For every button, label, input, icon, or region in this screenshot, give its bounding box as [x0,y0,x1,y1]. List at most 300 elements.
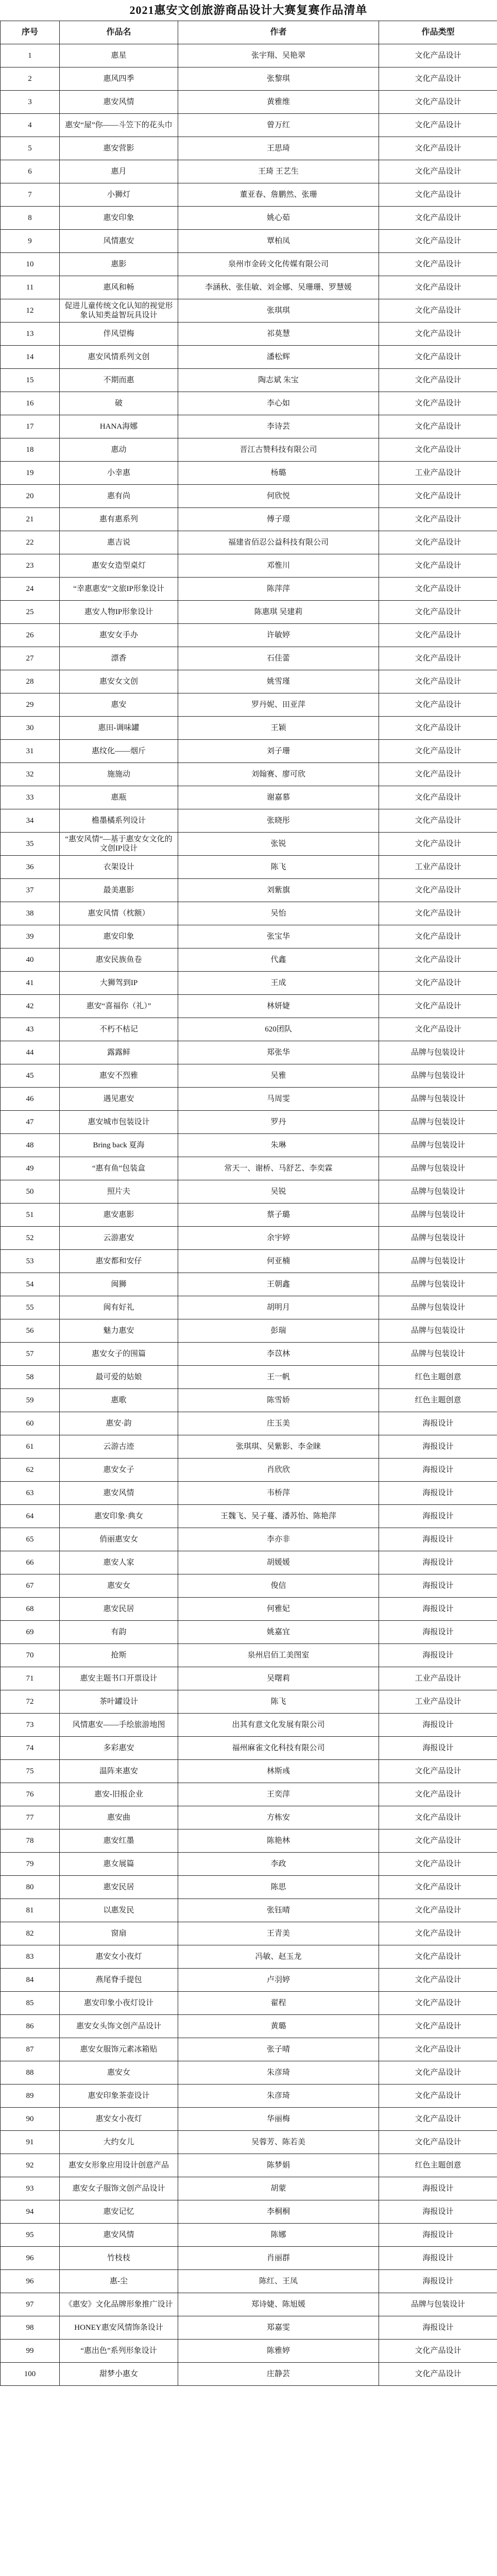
table-row [1,2177,497,2200]
cell-category: 文化产品设计 [379,485,497,508]
cell-category: 文化产品设计 [379,1992,497,2015]
table-row [1,531,497,554]
cell-author: 王朝鑫 [178,1273,379,1296]
cell-category: 品牌与包装设计 [379,1157,497,1180]
cell-category: 工业产品设计 [379,462,497,485]
cell-name: 燕尾脊手提包 [60,1969,178,1992]
cell-no: 32 [1,763,60,786]
cell-no: 61 [1,1435,60,1459]
table-row [1,1969,497,1992]
cell-author: 何亚楠 [178,1250,379,1273]
table-row [1,462,497,485]
cell-category: 文化产品设计 [379,438,497,462]
cell-no: 18 [1,438,60,462]
cell-category: 文化产品设计 [379,925,497,948]
cell-name: 惠安女 [60,1574,178,1598]
table-row [1,1528,497,1551]
cell-name: 不朽不枯记 [60,1018,178,1041]
cell-category: 文化产品设计 [379,693,497,717]
header-name: 作品名 [60,21,178,44]
cell-no: 77 [1,1806,60,1829]
cell-no: 4 [1,114,60,137]
cell-name: 惠安女服饰元素冰箱贴 [60,2038,178,2061]
cell-author: 李亦非 [178,1528,379,1551]
cell-name: 漂香 [60,647,178,670]
cell-author: 吴锐 [178,1180,379,1204]
cell-author: 620团队 [178,1018,379,1041]
cell-name: 惠安惠影 [60,1204,178,1227]
cell-category: 文化产品设计 [379,183,497,207]
cell-name: 惠风四季 [60,67,178,91]
cell-name: 破 [60,392,178,415]
table-row [1,2270,497,2293]
cell-author: 刘紫旗 [178,879,379,902]
table-row [1,2200,497,2224]
cell-author: 王一帆 [178,1366,379,1389]
cell-category: 文化产品设计 [379,1760,497,1783]
table-row [1,1389,497,1412]
cell-author: 晋江古赞科技有限公司 [178,438,379,462]
table-row [1,1482,497,1505]
table-row [1,1366,497,1389]
cell-no: 72 [1,1690,60,1714]
cell-author: 张宝华 [178,925,379,948]
table-row [1,1134,497,1157]
cell-author: 胡蒙 [178,2177,379,2200]
cell-author: 黄璐 [178,2015,379,2038]
cell-author: 林妍婕 [178,995,379,1018]
cell-category: 品牌与包装设计 [379,1250,497,1273]
cell-no: 14 [1,346,60,369]
cell-author: 陈思 [178,1876,379,1899]
cell-name: “惠出色”系列形象设计 [60,2340,178,2363]
cell-name: 惠-尘 [60,2270,178,2293]
cell-no: 15 [1,369,60,392]
header-row [1,21,497,44]
cell-name: 风情惠安——手绘旅游地图 [60,1714,178,1737]
cell-name: 不期而惠 [60,369,178,392]
cell-name: 衣架设计 [60,856,178,879]
table-row [1,1876,497,1899]
cell-name: 闽有好礼 [60,1296,178,1319]
cell-category: 文化产品设计 [379,91,497,114]
cell-category: 品牌与包装设计 [379,1296,497,1319]
cell-author: 王颖 [178,717,379,740]
table-row [1,1435,497,1459]
cell-category: 海报设计 [379,1621,497,1644]
cell-author: 罗丹妮、田亚萍 [178,693,379,717]
cell-author: 李涵秋、张佳敏、刘金娜、吴珊珊、罗慧媛 [178,276,379,299]
cell-no: 64 [1,1505,60,1528]
table-row [1,1296,497,1319]
cell-no: 51 [1,1204,60,1227]
cell-author: 曾万红 [178,114,379,137]
cell-name: 惠安女 [60,2061,178,2084]
table-row [1,2247,497,2270]
cell-category: 海报设计 [379,1505,497,1528]
cell-category: 文化产品设计 [379,879,497,902]
table-row [1,578,497,601]
cell-no: 59 [1,1389,60,1412]
table-row [1,1018,497,1041]
cell-name: 惠吉说 [60,531,178,554]
cell-name: 云游古迹 [60,1435,178,1459]
cell-no: 43 [1,1018,60,1041]
cell-author: 林斯彧 [178,1760,379,1783]
cell-name: 惠安城市包装设计 [60,1111,178,1134]
cell-no: 82 [1,1922,60,1945]
cell-author: 陈艳林 [178,1829,379,1853]
cell-author: 王青美 [178,1922,379,1945]
cell-category: 品牌与包装设计 [379,1227,497,1250]
cell-author: 出其有意文化发展有限公司 [178,1714,379,1737]
cell-category: 红色主题创意 [379,1389,497,1412]
cell-name: 惠安女子的围篇 [60,1343,178,1366]
cell-no: 3 [1,91,60,114]
table-row [1,1041,497,1064]
cell-author: 陈雪娇 [178,1389,379,1412]
cell-author: 李政 [178,1853,379,1876]
cell-no: 95 [1,2224,60,2247]
cell-author: 张钰晴 [178,1899,379,1922]
table-row [1,369,497,392]
cell-category: 文化产品设计 [379,323,497,346]
cell-author: 陈娜 [178,2224,379,2247]
cell-category: 文化产品设计 [379,299,497,323]
table-row [1,1088,497,1111]
cell-author: 吴雅 [178,1064,379,1088]
cell-no: 47 [1,1111,60,1134]
cell-author: 黄雅维 [178,91,379,114]
cell-category: 文化产品设计 [379,114,497,137]
table-row [1,1945,497,1969]
table-header [1,21,497,44]
table-row [1,2154,497,2177]
cell-name: 惠安记忆 [60,2200,178,2224]
cell-author: 马周雯 [178,1088,379,1111]
cell-category: 品牌与包装设计 [379,1319,497,1343]
cell-author: 许敏婷 [178,624,379,647]
table-row [1,2038,497,2061]
cell-name: 伴风望梅 [60,323,178,346]
cell-no: 98 [1,2316,60,2340]
table-row [1,1853,497,1876]
cell-category: 文化产品设计 [379,2038,497,2061]
cell-name: 最美惠影 [60,879,178,902]
cell-no: 83 [1,1945,60,1969]
table-row [1,2293,497,2316]
cell-author: 郑诗婕、陈旭媛 [178,2293,379,2316]
table-row [1,2340,497,2363]
table-row [1,44,497,67]
cell-name: 惠安 [60,693,178,717]
cell-author: 祁莫慧 [178,323,379,346]
cell-name: 惠风和畅 [60,276,178,299]
cell-category: 海报设计 [379,1528,497,1551]
cell-name: 惠安营影 [60,137,178,160]
cell-category: 文化产品设计 [379,2084,497,2108]
cell-name: 惠安人家 [60,1551,178,1574]
cell-name: 抢斯 [60,1644,178,1667]
cell-category: 海报设计 [379,1714,497,1737]
cell-category: 文化产品设计 [379,809,497,833]
cell-category: 品牌与包装设计 [379,1041,497,1064]
cell-no: 74 [1,1737,60,1760]
table-row [1,485,497,508]
table-row [1,647,497,670]
cell-name: Bring back 夏海 [60,1134,178,1157]
cell-name: 惠田-调味罐 [60,717,178,740]
table-row [1,1343,497,1366]
cell-author: 董亚春、詹鹏然、张珊 [178,183,379,207]
cell-name: 窗扇 [60,1922,178,1945]
cell-category: 文化产品设计 [379,1899,497,1922]
cell-category: 文化产品设计 [379,1018,497,1041]
cell-name: 惠有尚 [60,485,178,508]
cell-no: 84 [1,1969,60,1992]
cell-author: 福州麻雀文化科技有限公司 [178,1737,379,1760]
cell-category: 文化产品设计 [379,995,497,1018]
cell-name: 惠安红墨 [60,1829,178,1853]
cell-category: 品牌与包装设计 [379,1343,497,1366]
cell-no: 27 [1,647,60,670]
cell-category: 品牌与包装设计 [379,1134,497,1157]
table-row [1,346,497,369]
cell-no: 79 [1,1853,60,1876]
cell-author: 陈惠琪 吴建莉 [178,601,379,624]
cell-no: 24 [1,578,60,601]
cell-no: 7 [1,183,60,207]
cell-category: 文化产品设计 [379,1876,497,1899]
cell-no: 90 [1,2108,60,2131]
cell-name: 惠安民居 [60,1876,178,1899]
cell-category: 文化产品设计 [379,902,497,925]
cell-category: 品牌与包装设计 [379,1064,497,1088]
cell-no: 21 [1,508,60,531]
cell-no: 68 [1,1598,60,1621]
cell-author: 李心如 [178,392,379,415]
cell-name: 惠安印象 [60,925,178,948]
table-row [1,1714,497,1737]
cell-no: 63 [1,1482,60,1505]
cell-author: 吴曙莉 [178,1667,379,1690]
cell-category: 文化产品设计 [379,972,497,995]
table-row [1,2363,497,2386]
table-body [1,44,497,2386]
cell-no: 25 [1,601,60,624]
cell-author: 姚嘉宜 [178,1621,379,1644]
table-row [1,91,497,114]
cell-no: 94 [1,2200,60,2224]
cell-category: 文化产品设计 [379,1945,497,1969]
cell-author: 方栋安 [178,1806,379,1829]
cell-name: 俏丽惠安女 [60,1528,178,1551]
cell-no: 96 [1,2270,60,2293]
cell-category: 文化产品设计 [379,2108,497,2131]
cell-no: 10 [1,253,60,276]
cell-author: 陈梦娟 [178,2154,379,2177]
cell-author: 李苡林 [178,1343,379,1366]
cell-no: 71 [1,1667,60,1690]
cell-name: 惠安印象 [60,207,178,230]
cell-name: 甜梦小惠女 [60,2363,178,2386]
cell-category: 文化产品设计 [379,786,497,809]
cell-name: “幸惠惠安”文旅IP形象设计 [60,578,178,601]
cell-no: 46 [1,1088,60,1111]
table-row [1,137,497,160]
cell-name: HONEY惠安风情饰条设计 [60,2316,178,2340]
table-row [1,253,497,276]
table-row [1,1111,497,1134]
cell-author: 李诗芸 [178,415,379,438]
cell-category: 文化产品设计 [379,624,497,647]
cell-no: 34 [1,809,60,833]
cell-category: 文化产品设计 [379,253,497,276]
cell-category: 文化产品设计 [379,2061,497,2084]
table-row [1,995,497,1018]
table-row [1,1204,497,1227]
cell-category: 海报设计 [379,2270,497,2293]
cell-no: 28 [1,670,60,693]
cell-author: 吴怡 [178,902,379,925]
cell-name: 惠安女子服饰文创产品设计 [60,2177,178,2200]
cell-author: 张琪琪 [178,299,379,323]
cell-name: 惠纹化——烟斤 [60,740,178,763]
table-row [1,670,497,693]
cell-no: 57 [1,1343,60,1366]
table-row [1,508,497,531]
cell-category: 海报设计 [379,2224,497,2247]
cell-category: 海报设计 [379,2200,497,2224]
cell-category: 文化产品设计 [379,230,497,253]
cell-category: 文化产品设计 [379,2131,497,2154]
cell-no: 50 [1,1180,60,1204]
cell-author: 朱琳 [178,1134,379,1157]
cell-no: 92 [1,2154,60,2177]
table-row [1,2316,497,2340]
cell-no: 65 [1,1528,60,1551]
table-row [1,207,497,230]
cell-name: “惠有鱼”包装盒 [60,1157,178,1180]
cell-category: 文化产品设计 [379,740,497,763]
table-row [1,1180,497,1204]
table-row [1,1783,497,1806]
cell-category: 文化产品设计 [379,1922,497,1945]
table-row [1,160,497,183]
cell-no: 33 [1,786,60,809]
cell-name: 有韵 [60,1621,178,1644]
cell-name: 以惠发民 [60,1899,178,1922]
cell-author: 朱彦琦 [178,2061,379,2084]
cell-no: 9 [1,230,60,253]
table-row [1,1064,497,1088]
cell-category: 品牌与包装设计 [379,1088,497,1111]
cell-author: 傅子璟 [178,508,379,531]
cell-author: 石佳蕾 [178,647,379,670]
cell-category: 文化产品设计 [379,207,497,230]
cell-no: 91 [1,2131,60,2154]
cell-name: 惠安“屋”你——斗笠下的花头巾 [60,114,178,137]
cell-category: 文化产品设计 [379,137,497,160]
table-row [1,1992,497,2015]
cell-author: 韦桥萍 [178,1482,379,1505]
cell-author: 罗丹 [178,1111,379,1134]
table-row [1,1157,497,1180]
cell-author: 张锐 [178,833,379,856]
table-row [1,1412,497,1435]
table-row [1,740,497,763]
cell-category: 工业产品设计 [379,856,497,879]
cell-no: 55 [1,1296,60,1319]
cell-author: 蔡子璐 [178,1204,379,1227]
cell-no: 88 [1,2061,60,2084]
cell-category: 品牌与包装设计 [379,2293,497,2316]
table-row [1,392,497,415]
cell-author: 陈飞 [178,856,379,879]
cell-no: 66 [1,1551,60,1574]
cell-author: 陈雅婷 [178,2340,379,2363]
cell-name: 惠歌 [60,1389,178,1412]
table-row [1,1737,497,1760]
cell-no: 1 [1,44,60,67]
cell-category: 文化产品设计 [379,531,497,554]
cell-name: 闽狮 [60,1273,178,1296]
table-row [1,833,497,856]
table-row [1,1273,497,1296]
cell-name: 惠安风情 [60,2224,178,2247]
cell-author: 郑张华 [178,1041,379,1064]
cell-no: 62 [1,1459,60,1482]
cell-category: 海报设计 [379,1435,497,1459]
cell-author: 朱彦琦 [178,2084,379,2108]
cell-name: 惠安民族鱼卷 [60,948,178,972]
cell-name: 惠安不烈雅 [60,1064,178,1088]
cell-name: 惠安女头饰文创产品设计 [60,2015,178,2038]
cell-name: “惠安风情”—基于惠安女文化的文创IP设计 [60,833,178,856]
cell-no: 73 [1,1714,60,1737]
table-row [1,1459,497,1482]
cell-author: 俊信 [178,1574,379,1598]
cell-no: 12 [1,299,60,323]
table-row [1,114,497,137]
cell-category: 文化产品设计 [379,415,497,438]
cell-no: 93 [1,2177,60,2200]
cell-category: 文化产品设计 [379,508,497,531]
table-row [1,323,497,346]
cell-no: 37 [1,879,60,902]
cell-no: 5 [1,137,60,160]
cell-no: 49 [1,1157,60,1180]
cell-author: 泉州市金砖文化传媒有限公司 [178,253,379,276]
cell-category: 海报设计 [379,1644,497,1667]
cell-no: 13 [1,323,60,346]
cell-author: 何欣悦 [178,485,379,508]
cell-name: 惠安风情系列文创 [60,346,178,369]
cell-name: 风情惠安 [60,230,178,253]
cell-category: 文化产品设计 [379,1829,497,1853]
cell-name: 惠瓶 [60,786,178,809]
cell-author: 张宇翔、吴艳翠 [178,44,379,67]
table-row [1,809,497,833]
cell-no: 35 [1,833,60,856]
cell-category: 文化产品设计 [379,578,497,601]
cell-author: 郑嘉雯 [178,2316,379,2340]
cell-name: 惠女展篇 [60,1853,178,1876]
table-row [1,925,497,948]
cell-no: 40 [1,948,60,972]
table-row [1,717,497,740]
table-row [1,1551,497,1574]
